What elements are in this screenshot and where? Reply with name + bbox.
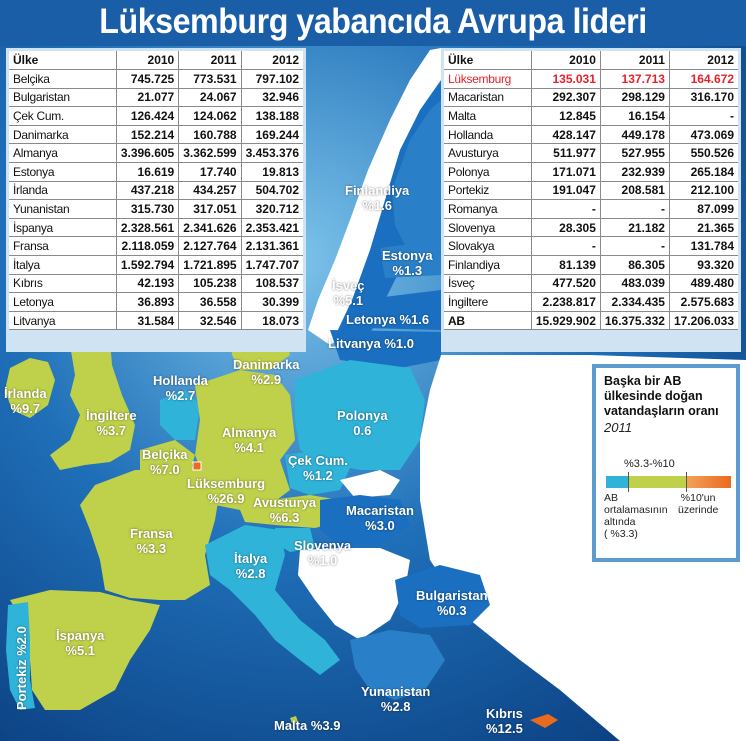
table-value-cell: 2.334.435 <box>600 293 669 312</box>
table-header-cell: 2010 <box>531 51 600 70</box>
table-row <box>444 70 738 89</box>
table-left <box>9 51 303 330</box>
table-value-cell: 191.047 <box>531 181 600 200</box>
table-value-cell: 17.740 <box>179 163 241 182</box>
table-row <box>444 237 738 256</box>
table-value-cell: 81.139 <box>531 256 600 275</box>
table-value-cell: 527.955 <box>600 144 669 163</box>
table-value-cell: 489.480 <box>669 274 738 293</box>
table-header-cell: 2011 <box>179 51 241 70</box>
table-value-cell: 32.546 <box>179 311 241 330</box>
table-row <box>9 163 303 182</box>
table-value-cell: 131.784 <box>669 237 738 256</box>
table-value-cell: 2.353.421 <box>241 218 303 237</box>
table-country-cell: Avusturya <box>444 144 531 163</box>
table-value-cell: 137.713 <box>600 70 669 89</box>
page-title: Lüksemburg yabancıda Avrupa lideri <box>99 2 647 41</box>
table-header-cell: 2011 <box>600 51 669 70</box>
table-header-row <box>444 51 738 70</box>
label-malta: Malta %3.9 <box>274 718 341 733</box>
label-avusturya: Avusturya %6.3 <box>253 495 317 525</box>
table-row <box>9 200 303 219</box>
table-row <box>444 311 738 330</box>
table-row <box>444 88 738 107</box>
table-country-cell: Slovenya <box>444 218 531 237</box>
table-value-cell: 3.453.376 <box>241 144 303 163</box>
table-value-cell: - <box>600 237 669 256</box>
table-row <box>444 218 738 237</box>
table-value-cell: 473.069 <box>669 125 738 144</box>
table-value-cell: 18.073 <box>241 311 303 330</box>
table-country-cell: İsveç <box>444 274 531 293</box>
table-value-cell: 2.238.817 <box>531 293 600 312</box>
label-irlanda: İrlanda %9.7 <box>4 386 47 416</box>
table-country-cell: İrlanda <box>9 181 116 200</box>
legend <box>592 364 740 562</box>
label-estonya: Estonya %1.3 <box>382 248 433 278</box>
table-row <box>9 70 303 89</box>
table-country-cell: Macaristan <box>444 88 531 107</box>
table-country-cell: Finlandiya <box>444 256 531 275</box>
table-country-cell: Almanya <box>9 144 116 163</box>
legend-color-bar <box>606 476 731 488</box>
table-header-cell: 2010 <box>116 51 178 70</box>
table-value-cell: 24.067 <box>179 88 241 107</box>
table-value-cell: 12.845 <box>531 107 600 126</box>
table-value-cell: 105.238 <box>179 274 241 293</box>
table-value-cell: 32.946 <box>241 88 303 107</box>
label-danimarka: Danimarka %2.9 <box>233 357 300 387</box>
table-value-cell: 208.581 <box>600 181 669 200</box>
label-polonya: Polonya 0.6 <box>337 408 388 438</box>
table-value-cell: 2.328.561 <box>116 218 178 237</box>
table-value-cell: 3.362.599 <box>179 144 241 163</box>
table-value-cell: 265.184 <box>669 163 738 182</box>
table-value-cell: 160.788 <box>179 125 241 144</box>
table-value-cell: - <box>669 107 738 126</box>
table-country-cell: Danimarka <box>9 125 116 144</box>
luksemburg-marker <box>193 462 201 470</box>
table-value-cell: 31.584 <box>116 311 178 330</box>
table-value-cell: 316.170 <box>669 88 738 107</box>
table-row <box>9 293 303 312</box>
table-value-cell: 36.893 <box>116 293 178 312</box>
table-value-cell: 317.051 <box>179 200 241 219</box>
table-row <box>444 256 738 275</box>
table-value-cell: 511.977 <box>531 144 600 163</box>
table-header-cell: Ülke <box>9 51 116 70</box>
table-value-cell: 3.396.605 <box>116 144 178 163</box>
label-finlandiya: Finlandiya %1.6 <box>345 183 410 213</box>
label-portekiz: Portekiz %2.0 <box>14 626 29 710</box>
table-row <box>9 256 303 275</box>
table-header-row <box>9 51 303 70</box>
table-value-cell: 21.077 <box>116 88 178 107</box>
table-value-cell: 164.672 <box>669 70 738 89</box>
label-cek: Çek Cum. %1.2 <box>288 453 348 483</box>
table-value-cell: - <box>531 237 600 256</box>
label-kibris: Kıbrıs %12.5 <box>486 706 523 736</box>
table-value-cell: 437.218 <box>116 181 178 200</box>
table-value-cell: 1.721.895 <box>179 256 241 275</box>
label-luksemburg: Lüksemburg %26.9 <box>187 476 266 506</box>
table-row <box>9 218 303 237</box>
table-value-cell: 2.341.626 <box>179 218 241 237</box>
table-row <box>444 200 738 219</box>
label-hollanda: Hollanda %2.7 <box>153 373 208 403</box>
table-row <box>444 181 738 200</box>
table-row <box>9 181 303 200</box>
table-value-cell: 745.725 <box>116 70 178 89</box>
table-value-cell: 1.747.707 <box>241 256 303 275</box>
table-right-panel <box>441 48 741 352</box>
table-value-cell: 212.100 <box>669 181 738 200</box>
table-value-cell: 449.178 <box>600 125 669 144</box>
table-value-cell: 19.813 <box>241 163 303 182</box>
table-country-cell: Hollanda <box>444 125 531 144</box>
table-value-cell: 773.531 <box>179 70 241 89</box>
legend-year: 2011 <box>604 420 632 435</box>
table-value-cell: 126.424 <box>116 107 178 126</box>
table-row <box>9 125 303 144</box>
table-value-cell: 428.147 <box>531 125 600 144</box>
table-value-cell: 21.365 <box>669 218 738 237</box>
table-row <box>9 311 303 330</box>
table-value-cell: 135.031 <box>531 70 600 89</box>
label-isvec: İsveç %5.1 <box>332 278 365 308</box>
table-header-cell: Ülke <box>444 51 531 70</box>
legend-swatch-low <box>606 476 628 488</box>
table-row <box>444 163 738 182</box>
table-country-cell: Portekiz <box>444 181 531 200</box>
table-country-cell: Fransa <box>9 237 116 256</box>
table-row <box>444 125 738 144</box>
table-value-cell: 87.099 <box>669 200 738 219</box>
table-value-cell: 152.214 <box>116 125 178 144</box>
table-value-cell: 550.526 <box>669 144 738 163</box>
legend-mid-range: %3.3-%10 <box>624 458 675 470</box>
table-value-cell: 21.182 <box>600 218 669 237</box>
legend-tick <box>686 472 687 492</box>
table-value-cell: 16.154 <box>600 107 669 126</box>
table-value-cell: 1.592.794 <box>116 256 178 275</box>
table-value-cell: 292.307 <box>531 88 600 107</box>
table-left-panel <box>6 48 306 352</box>
table-country-cell: Bulgaristan <box>9 88 116 107</box>
label-litvanya: Litvanya %1.0 <box>328 336 415 351</box>
label-slovenya: Slovenya %1.0 <box>294 538 352 568</box>
table-value-cell: 171.071 <box>531 163 600 182</box>
table-value-cell: 298.129 <box>600 88 669 107</box>
table-row <box>444 274 738 293</box>
table-country-cell: Letonya <box>9 293 116 312</box>
table-row <box>9 274 303 293</box>
table-value-cell: - <box>600 200 669 219</box>
table-value-cell: 169.244 <box>241 125 303 144</box>
table-country-cell: İspanya <box>9 218 116 237</box>
table-row <box>9 107 303 126</box>
table-value-cell: 315.730 <box>116 200 178 219</box>
label-letonya: Letonya %1.6 <box>346 312 430 327</box>
legend-swatch-high <box>686 476 731 488</box>
table-value-cell: 2.575.683 <box>669 293 738 312</box>
label-ispanya: İspanya %5.1 <box>56 628 105 658</box>
table-right <box>444 51 738 330</box>
table-country-cell: Slovakya <box>444 237 531 256</box>
table-country-cell: İtalya <box>9 256 116 275</box>
label-belcika: Belçika %7.0 <box>142 447 188 477</box>
table-row <box>9 144 303 163</box>
legend-swatch-mid <box>628 476 686 488</box>
table-value-cell: 124.062 <box>179 107 241 126</box>
table-value-cell: 483.039 <box>600 274 669 293</box>
label-italya: İtalya %2.8 <box>234 551 268 581</box>
table-value-cell: 30.399 <box>241 293 303 312</box>
table-value-cell: 138.188 <box>241 107 303 126</box>
table-value-cell: 17.206.033 <box>669 311 738 330</box>
table-value-cell: 2.127.764 <box>179 237 241 256</box>
table-country-cell: Polonya <box>444 163 531 182</box>
legend-tick <box>628 472 629 492</box>
table-header-cell: 2012 <box>669 51 738 70</box>
legend-title: Başka bir AB ülkesinde doğan vatandaşların oranı <box>604 374 719 418</box>
legend-high-label: %10'un üzerinde <box>678 492 719 516</box>
table-header-cell: 2012 <box>241 51 303 70</box>
table-country-cell: Romanya <box>444 200 531 219</box>
table-value-cell: 36.558 <box>179 293 241 312</box>
table-country-cell: AB <box>444 311 531 330</box>
table-value-cell: 93.320 <box>669 256 738 275</box>
table-row <box>9 237 303 256</box>
label-macaristan: Macaristan %3.0 <box>346 503 414 533</box>
table-value-cell: 15.929.902 <box>531 311 600 330</box>
table-value-cell: 434.257 <box>179 181 241 200</box>
table-value-cell: 108.537 <box>241 274 303 293</box>
table-country-cell: Malta <box>444 107 531 126</box>
table-row <box>9 88 303 107</box>
table-value-cell: 28.305 <box>531 218 600 237</box>
table-value-cell: 42.193 <box>116 274 178 293</box>
table-row <box>444 107 738 126</box>
table-country-cell: İngiltere <box>444 293 531 312</box>
table-country-cell: Lüksemburg <box>444 70 531 89</box>
table-value-cell: 797.102 <box>241 70 303 89</box>
table-value-cell: 16.375.332 <box>600 311 669 330</box>
table-value-cell: 504.702 <box>241 181 303 200</box>
table-country-cell: Kıbrıs <box>9 274 116 293</box>
table-value-cell: - <box>531 200 600 219</box>
label-ingiltere: İngiltere %3.7 <box>86 408 137 438</box>
table-country-cell: Litvanya <box>9 311 116 330</box>
label-bulgaristan: Bulgaristan %0.3 <box>416 588 488 618</box>
table-value-cell: 16.619 <box>116 163 178 182</box>
table-value-cell: 86.305 <box>600 256 669 275</box>
label-almanya: Almanya %4.1 <box>222 425 277 455</box>
table-row <box>444 144 738 163</box>
table-value-cell: 477.520 <box>531 274 600 293</box>
table-country-cell: Yunanistan <box>9 200 116 219</box>
table-value-cell: 232.939 <box>600 163 669 182</box>
legend-low-label: AB ortalamasının altında ( %3.3) <box>604 492 668 540</box>
table-value-cell: 2.118.059 <box>116 237 178 256</box>
table-country-cell: Estonya <box>9 163 116 182</box>
table-row <box>444 293 738 312</box>
label-yunanistan: Yunanistan %2.8 <box>361 684 431 714</box>
table-value-cell: 2.131.361 <box>241 237 303 256</box>
table-country-cell: Çek Cum. <box>9 107 116 126</box>
label-fransa: Fransa %3.3 <box>130 526 173 556</box>
table-value-cell: 320.712 <box>241 200 303 219</box>
table-country-cell: Belçika <box>9 70 116 89</box>
